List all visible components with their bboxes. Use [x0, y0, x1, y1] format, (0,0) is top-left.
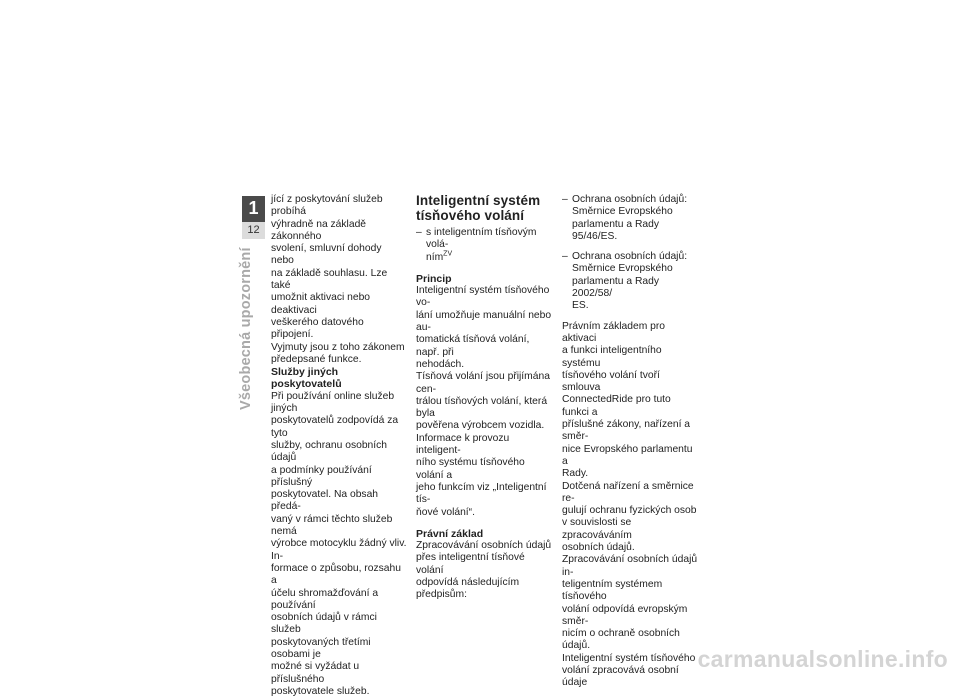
princip-heading: Princip: [416, 272, 452, 285]
chapter-title: Všeobecná upozornění: [238, 247, 254, 410]
chapter-number: 1: [248, 198, 259, 218]
third-party-paragraph: Při používání online služeb jiných poskytovatelů zodpovídá za tyto služby, ochranu osobních údajů a podmínky používání příslušný poskytovatel. Na obsah předá- vaný v rámci těchto služeb nemá výrobce motocyklu žádný vliv. In- formace o způsobu, rozsahu a účelu shromažďování a používání osobních údajů v rámci služeb poskytovaných třetími osobami je možné si vyžádat u příslušného poskytovatele služeb.: [271, 390, 407, 697]
equipment-note: – s inteligentním tísňovým volá- ním$^{ZV}$: [416, 227, 537, 263]
column-3: [562, 194, 699, 690]
watermark: carmanualsonline.info: [697, 646, 948, 672]
page-number: 12: [242, 222, 265, 239]
regulation-item: – Ochrana osobních údajů: Směrnice Evropského parlamentu a Rady 2002/58/ ES.: [562, 251, 688, 312]
column-1: [271, 194, 407, 698]
dash-mark: –: [416, 227, 422, 238]
third-party-heading: Služby jiných poskytovatelů: [271, 366, 342, 391]
section-title: Inteligentní systém tísňového volání: [416, 193, 541, 223]
column-2: [416, 194, 553, 602]
zv-superscript: ZV: [443, 250, 453, 258]
legal-basis-paragraph: Zpracovávání osobních údajů přes inteligentní tísňové volání odpovídá následujícím předpisům:: [416, 540, 552, 601]
data-processing-paragraph: Dotčená nařízení a směrnice re- gulují ochranu fyzických osob v souvislosti se zpracováváním osobních údajů. Zpracovávání osobních údajů in- teligentním systémem tísňového volání odpovídá evropským směr- nicím o ochraně osobních údajů. Inteligentní systém tísňového volání zpracovává osobní údaje: [562, 480, 698, 689]
legal-basis-explanation: Právním základem pro aktivaci a funkci inteligentního systému tísňového volání tvoří smlouva ConnectedRide pro tuto funkci a příslušné zákony, nařízení a směr- nice Evropského parlamentu a Rady.: [562, 320, 693, 480]
princip-paragraph: Inteligentní systém tísňového vo- lání umožňuje manuální nebo au- tomatická tísňová volání, např. při nehodách. Tísňová volání jsou přijímána cen- trálou tísňových volání, která byla pověřena výrobcem vozidla. Informace k provozu inteligent- ního systému tísňového volání a jeho funkcím viz „Inteligentní tís- ňové volání“.: [416, 285, 552, 518]
legal-basis-heading: Právní základ: [416, 527, 484, 540]
intro-paragraph: jící z poskytování služeb probíhá výhradně na základě zákonného svolení, smluvní dohody nebo na základě souhlasu. Lze také umožnit aktivaci nebo deaktivaci veškerého datového připojení. Vyjmuty jsou z toho zákonem předepsané funkce.: [271, 194, 405, 365]
regulation-item: – Ochrana osobních údajů: Směrnice Evropského parlamentu a Rady 95/46/ES.: [562, 194, 688, 242]
